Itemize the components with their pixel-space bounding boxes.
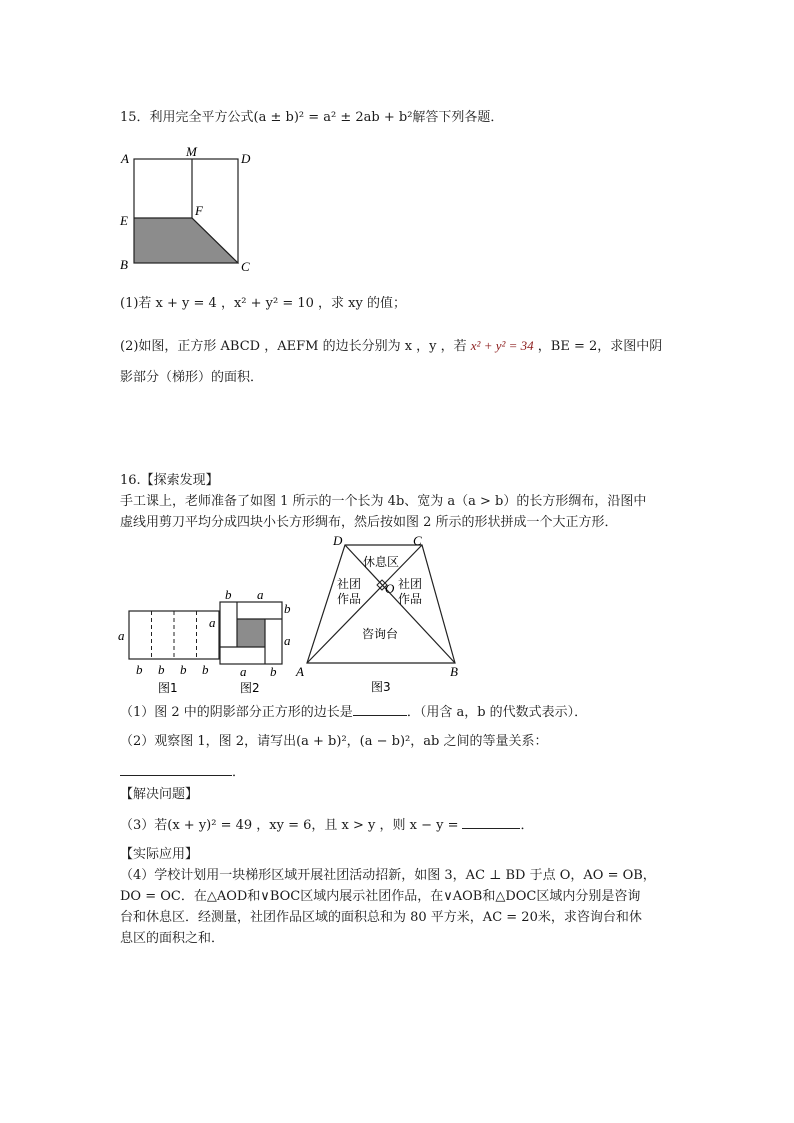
q16-intro1: 手工课上，老师准备了如图 1 所示的一个长为 4b、宽为 a（a > b）的长方形绸布，沿图中 — [120, 494, 647, 509]
fig2-right-b: b — [284, 601, 291, 616]
fig3-label-B: B — [450, 664, 458, 679]
figure-2 — [205, 587, 305, 695]
fig1-caption: 图1 — [158, 681, 178, 695]
q15-title: 15．利用完全平方公式(a ± b)² = a² ± 2ab + b²解答下列各题． — [120, 110, 504, 125]
q16-part3-answer-blank[interactable] — [462, 816, 520, 829]
fig3-rest-area: 休息区 — [363, 555, 400, 569]
q16-part2-end: ． — [232, 765, 246, 780]
fig3-club-left-2: 作品 — [337, 592, 362, 606]
fig2-right-a: a — [284, 633, 291, 648]
q16-part4-line4: 息区的面积之和． — [120, 931, 225, 946]
q16-part2: （2）观察图 1，图 2，请写出(a + b)²，(a − b)²，ab 之间的等量关系： — [120, 734, 548, 749]
shaded-trapezoid — [134, 218, 238, 263]
fig3-club-right-2: 作品 — [398, 592, 423, 606]
q15-part1: (1)若 x + y = 4 ，x² + y² = 10 ，求 xy 的值； — [120, 296, 406, 311]
q16-part2-answer-blank[interactable] — [120, 763, 232, 776]
q16-solve-heading: 【解决问题】 — [120, 787, 199, 802]
fig2-top-b: b — [225, 587, 232, 602]
fig2-bottom-a: a — [240, 664, 247, 679]
label-E: E — [120, 213, 128, 228]
q15-part2-text-b: ，BE = 2，求图中阴 — [533, 339, 663, 354]
figure-3 — [295, 533, 465, 693]
q16-part1-answer-blank[interactable] — [353, 703, 407, 716]
q15-part2-line2: 影部分（梯形）的面积． — [120, 370, 264, 385]
fig3-label-C: C — [413, 533, 422, 548]
q16-part1-text-b: ．（用含 a，b 的代数式表示）． — [406, 705, 588, 720]
q16-part3 — [120, 816, 534, 835]
q16-part2-answer — [120, 763, 245, 782]
fig2-bottom-b: b — [270, 664, 277, 679]
fig1-b-1: b — [136, 662, 143, 677]
q15-part2-text-a: (2)如图，正方形 ABCD ，AEFM 的边长分别为 x ，y ，若 — [120, 339, 471, 354]
q16-part4-line2: DO = OC．在△AOD和∨BOC区域内展示社团作品，在∨AOB和△DOC区域内分别是咨询 — [120, 889, 641, 904]
label-A: A — [121, 151, 129, 166]
q16-title: 16.【探索发现】 — [120, 473, 219, 488]
fig3-club-left-1: 社团 — [337, 577, 362, 591]
q15-part2-red-equation: x² + y² = 34 — [470, 338, 534, 353]
q16-intro2: 虚线用剪刀平均分成四块小长方形绸布，然后按如图 2 所示的形状拼成一个大正方形． — [120, 515, 618, 530]
fig2-top-a: a — [257, 587, 264, 602]
q16-part4-line3: 台和休息区．经测量，社团作品区域的面积总和为 80 平方米，AC = 20米，求咨询台和休 — [120, 910, 642, 925]
fig2-caption: 图2 — [240, 681, 260, 695]
q15-figure — [112, 145, 272, 275]
label-D: D — [241, 151, 251, 166]
fig1-b-4: b — [202, 662, 209, 677]
q16-part4-line1: （4）学校计划用一块梯形区域开展社团活动招新，如图 3，AC ⊥ BD 于点 O，AO = OB， — [120, 868, 656, 883]
fig3-label-D: D — [333, 533, 343, 548]
fig3-label-A: A — [296, 664, 304, 679]
fig1-b-2: b — [158, 662, 165, 677]
fig3-caption: 图3 — [371, 680, 391, 694]
fig3-label-O: O — [385, 581, 395, 596]
q15-part2-line1 — [120, 337, 662, 356]
label-M: M — [186, 144, 197, 159]
fig2-left-a: a — [209, 615, 216, 630]
label-C: C — [241, 259, 250, 274]
fig2-shaded-square — [237, 619, 265, 647]
label-F: F — [195, 203, 203, 218]
label-B: B — [120, 257, 128, 272]
fig3-club-right-1: 社团 — [398, 577, 423, 591]
q16-apply-heading: 【实际应用】 — [120, 847, 199, 862]
fig1-b-3: b — [180, 662, 187, 677]
q16-part1 — [120, 703, 587, 722]
fig3-desk: 咨询台 — [362, 627, 399, 641]
q16-part3-text-a: （3）若(x + y)² = 49 ，xy = 6，且 x > y ，则 x − y = — [120, 818, 459, 833]
q16-part1-text-a: （1）图 2 中的阴影部分正方形的边长是 — [120, 705, 353, 720]
fig1-side-a: a — [118, 628, 125, 643]
q16-part3-text-b: ． — [520, 818, 534, 833]
